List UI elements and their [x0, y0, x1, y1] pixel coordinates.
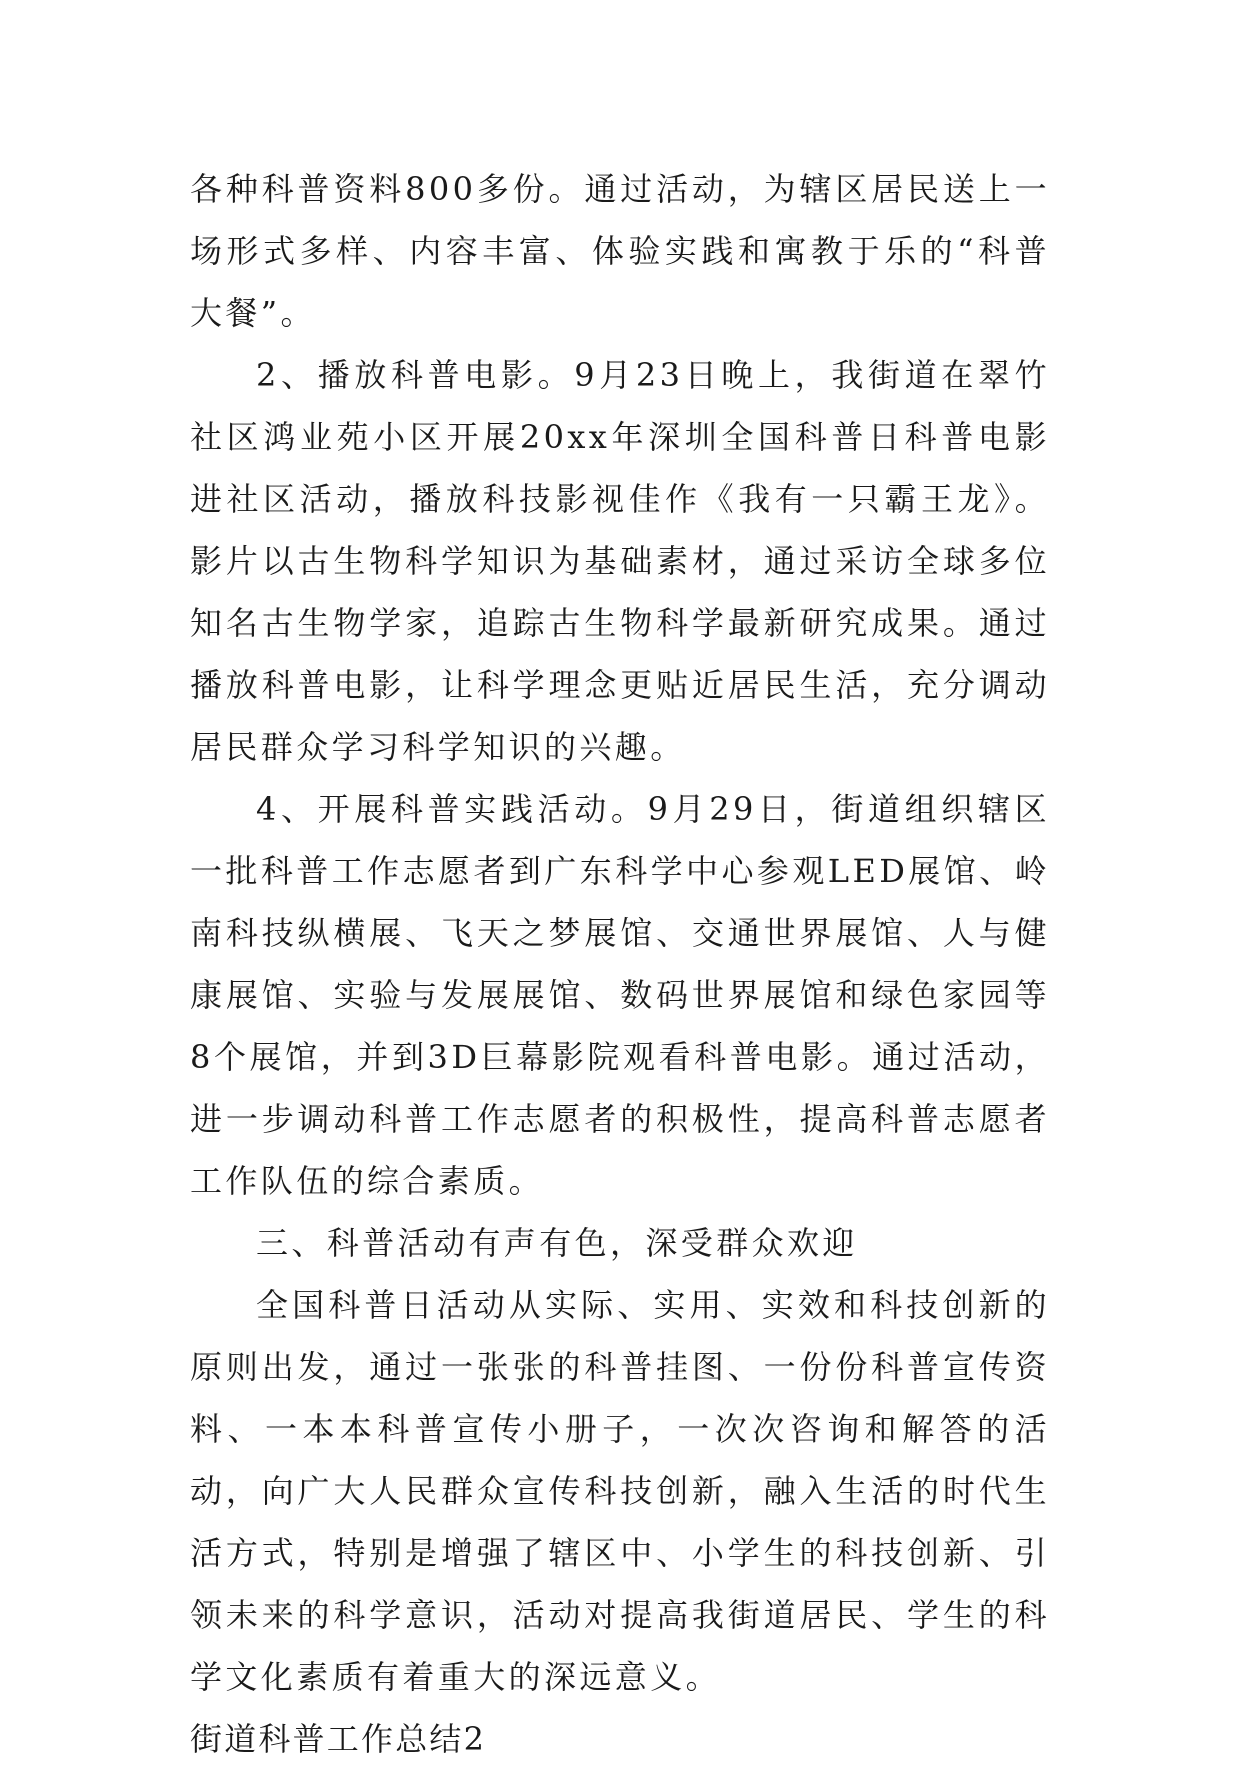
document-body: [190, 158, 1050, 1770]
paragraph-item-2-film: 2、播放科普电影。9月23日晚上，我街道在翠竹社区鸿业苑小区开展20xx年深圳全国科普日科普电影进社区活动，播放科技影视佳作《我有一只霸王龙》。影片以古生物科学知识为基础素材，通过采访全球多位知名古生物学家，追踪古生物科学最新研究成果。通过播放科普电影，让科学理念更贴近居民生活，充分调动居民群众学习科学知识的兴趣。: [190, 356, 1050, 766]
paragraph-item-4-practice: 4、开展科普实践活动。9月29日，街道组织辖区一批科普工作志愿者到广东科学中心参观LED展馆、岭南科技纵横展、飞天之梦展馆、交通世界展馆、人与健康展馆、实验与发展展馆、数码世界展馆和绿色家园等8个展馆，并到3D巨幕影院观看科普电影。通过活动，进一步调动科普工作志愿者的积极性，提高科普志愿者工作队伍的综合素质。: [190, 790, 1050, 1200]
section-heading-3: 三、科普活动有声有色，深受群众欢迎: [256, 1224, 858, 1262]
next-document-title: 街道科普工作总结2: [190, 1720, 487, 1758]
paragraph-continuation: 各种科普资料800多份。通过活动，为辖区居民送上一场形式多样、内容丰富、体验实践和寓教于乐的“科普大餐”。: [190, 170, 1050, 332]
paragraph-section-3-body: 全国科普日活动从实际、实用、实效和科技创新的原则出发，通过一张张的科普挂图、一份份科普宣传资料、一本本科普宣传小册子，一次次咨询和解答的活动，向广大人民群众宣传科技创新，融入生活的时代生活方式，特别是增强了辖区中、小学生的科技创新、引领未来的科学意识，活动对提高我街道居民、学生的科学文化素质有着重大的深远意义。: [190, 1286, 1050, 1696]
